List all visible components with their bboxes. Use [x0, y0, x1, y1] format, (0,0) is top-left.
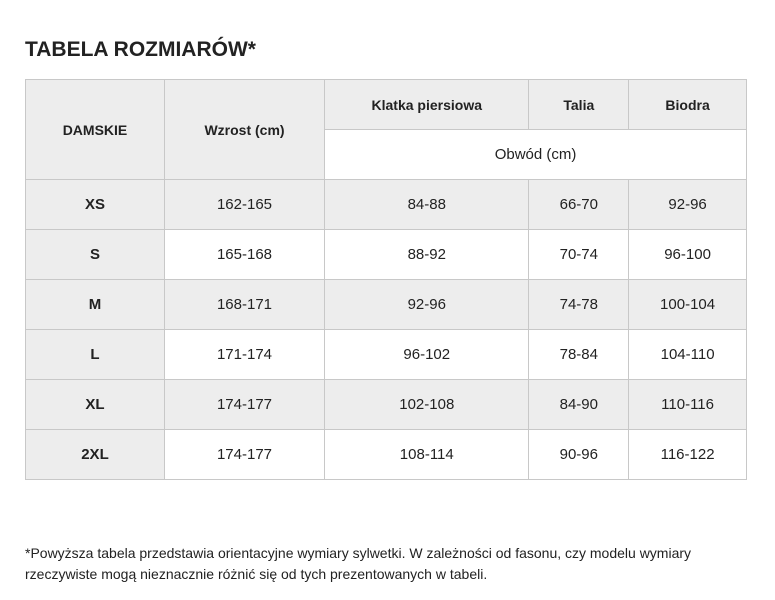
table-body: [26, 180, 747, 480]
cell-waist: 90-96: [529, 430, 629, 480]
header-waist: Talia: [529, 80, 629, 130]
header-category: DAMSKIE: [26, 80, 165, 180]
table-row: [26, 430, 747, 480]
cell-waist: 84-90: [529, 380, 629, 430]
cell-chest: 108-114: [325, 430, 529, 480]
table-row: [26, 180, 747, 230]
cell-hips: 100-104: [629, 280, 747, 330]
cell-waist: 70-74: [529, 230, 629, 280]
cell-chest: 92-96: [325, 280, 529, 330]
cell-size: 2XL: [26, 430, 165, 480]
table-row: [26, 230, 747, 280]
table-row: [26, 330, 747, 380]
cell-height: 174-177: [164, 430, 324, 480]
cell-hips: 116-122: [629, 430, 747, 480]
footnote: *Powyższa tabela przedstawia orientacyjne wymiary sylwetki. W zależności od fasonu, czy modelu wymiary rzeczywiste mogą nieznacznie różnić się od tych prezentowanych w tabeli.: [25, 545, 692, 582]
cell-hips: 104-110: [629, 330, 747, 380]
cell-height: 162-165: [164, 180, 324, 230]
cell-hips: 110-116: [629, 380, 747, 430]
header-hips: Biodra: [629, 80, 747, 130]
cell-height: 174-177: [164, 380, 324, 430]
cell-size: M: [26, 280, 165, 330]
cell-size: L: [26, 330, 165, 380]
cell-waist: 66-70: [529, 180, 629, 230]
cell-chest: 102-108: [325, 380, 529, 430]
cell-height: 168-171: [164, 280, 324, 330]
table-row: [26, 280, 747, 330]
cell-height: 165-168: [164, 230, 324, 280]
table-header-row: [26, 80, 747, 130]
cell-waist: 78-84: [529, 330, 629, 380]
size-chart-table: [25, 79, 747, 480]
cell-size: XL: [26, 380, 165, 430]
header-chest: Klatka piersiowa: [325, 80, 529, 130]
cell-hips: 92-96: [629, 180, 747, 230]
header-height: Wzrost (cm): [164, 80, 324, 180]
page-title: TABELA ROZMIARÓW*: [25, 38, 256, 61]
table-row: [26, 380, 747, 430]
cell-hips: 96-100: [629, 230, 747, 280]
cell-chest: 84-88: [325, 180, 529, 230]
header-circumference: Obwód (cm): [325, 130, 747, 180]
cell-size: XS: [26, 180, 165, 230]
cell-chest: 88-92: [325, 230, 529, 280]
cell-size: S: [26, 230, 165, 280]
cell-chest: 96-102: [325, 330, 529, 380]
cell-height: 171-174: [164, 330, 324, 380]
cell-waist: 74-78: [529, 280, 629, 330]
